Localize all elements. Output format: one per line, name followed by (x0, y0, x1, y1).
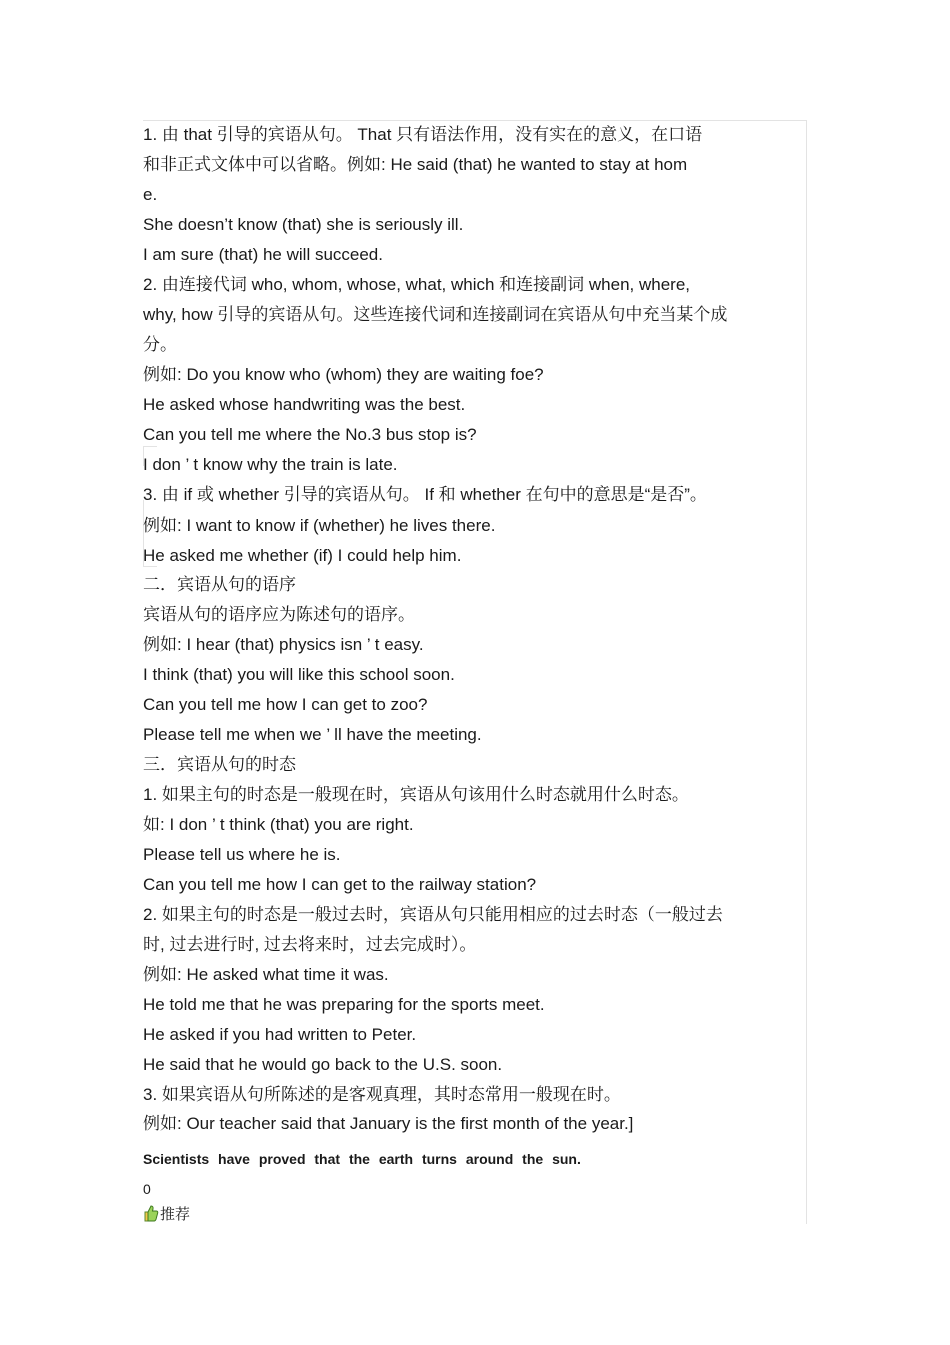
section-heading: 三．宾语从句的时态 (143, 755, 296, 774)
text-line: e. (143, 185, 158, 204)
recommend-label: 推荐 (160, 1205, 191, 1223)
text-line: 例如: He asked what time it was. (143, 965, 389, 984)
text-line: 3. 如果宾语从句所陈述的是客观真理，其时态常用一般现在时。 (143, 1085, 621, 1104)
recommend-button[interactable] (143, 1202, 190, 1224)
recommend-count: 0 (143, 1181, 151, 1197)
text-line: 1. 如果主句的时态是一般现在时，宾语从句该用什么时态就用什么时态。 (143, 785, 689, 804)
text-line: 例如: Do you know who (whom) they are waiting foe? (143, 365, 544, 384)
text-line: She doesn’t know (that) she is seriously ill. (143, 215, 464, 234)
text-line: 时, 过去进行时, 过去将来时，过去完成时）。 (143, 935, 477, 954)
text-line: I don ’ t know why the train is late. (143, 455, 398, 474)
section-heading: 二．宾语从句的语序 (143, 575, 296, 594)
text-line: Can you tell me how I can get to the railway station? (143, 875, 537, 894)
text-line: 1. 由 that 引导的宾语从句。 That 只有语法作用，没有实在的意义，在口语 (143, 125, 703, 144)
text-line: I am sure (that) he will succeed. (143, 245, 383, 264)
frame-tick (143, 446, 157, 447)
text-line: 宾语从句的语序应为陈述句的语序。 (143, 605, 415, 624)
text-line: 3. 由 if 或 whether 引导的宾语从句。 If 和 whether 在句中的意思是“是否”。 (143, 485, 707, 504)
text-line: 2. 由连接代词 who, whom, whose, what, which 和连接副词 when, where, (143, 275, 691, 294)
thumbs-up-icon (143, 1204, 159, 1222)
text-line: He asked if you had written to Peter. (143, 1025, 417, 1044)
text-line: why, how 引导的宾语从句。这些连接代词和连接副词在宾语从句中充当某个成 (143, 305, 728, 324)
text-line: 和非正式文体中可以省略。例如: He said (that) he wanted to stay at hom (143, 155, 688, 174)
text-line: Please tell us where he is. (143, 845, 341, 864)
text-line: Can you tell me how I can get to zoo? (143, 695, 428, 714)
bold-example-line: Scientists have proved that the earth turns around the sun. (143, 1151, 581, 1167)
text-line: Can you tell me where the No.3 bus stop is? (143, 425, 477, 444)
text-line: 例如: Our teacher said that January is the first month of the year.] (143, 1114, 634, 1133)
text-line: I think (that) you will like this school soon. (143, 665, 455, 684)
text-line: 例如: I want to know if (whether) he lives there. (143, 516, 496, 535)
text-line: Please tell me when we ’ ll have the meeting. (143, 725, 482, 744)
frame-top-border (143, 120, 807, 121)
text-line: He asked me whether (if) I could help him. (143, 546, 462, 565)
text-line: He told me that he was preparing for the sports meet. (143, 995, 545, 1014)
text-line: He asked whose handwriting was the best. (143, 395, 466, 414)
text-line: 2. 如果主句的时态是一般过去时，宾语从句只能用相应的过去时态（一般过去 (143, 905, 723, 924)
text-line: 如: I don ’ t think (that) you are right. (143, 815, 414, 834)
text-line: He said that he would go back to the U.S. soon. (143, 1055, 503, 1074)
text-line: 分。 (143, 335, 177, 354)
text-line: 例如: I hear (that) physics isn ’ t easy. (143, 635, 424, 654)
